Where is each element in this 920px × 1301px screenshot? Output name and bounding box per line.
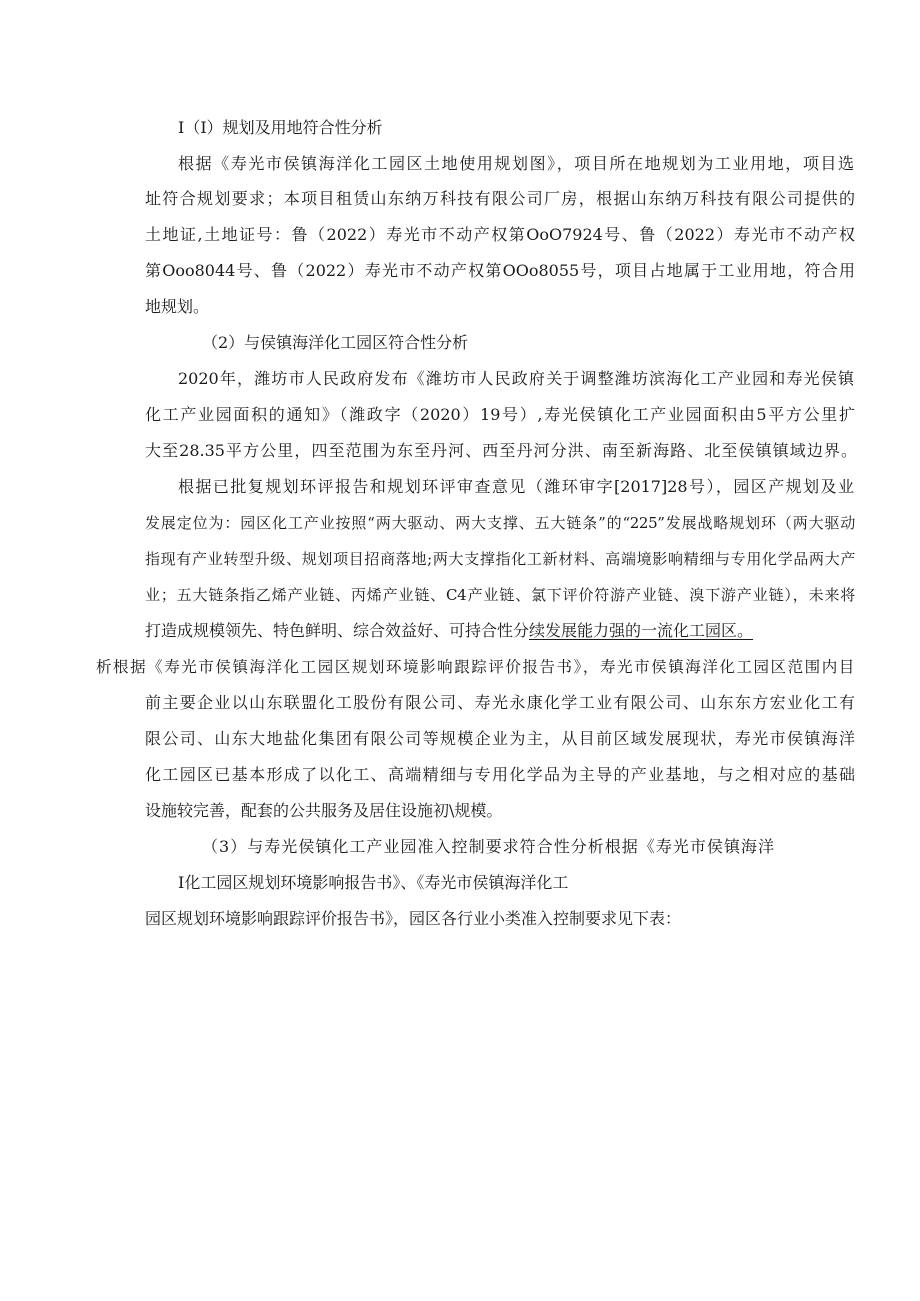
section1-line-2: 址符合规划要求；本项目租赁山东纳万科技有限公司厂房，根据山东纳万科技有限公司提供的 bbox=[145, 189, 855, 208]
section2-para1-line-3: 大至28.35平方公里，四至范围为东至丹河、西至丹河分洪、南至新海路、北至侯镇镇域边界。 bbox=[145, 441, 857, 460]
section2-para2-line-3: 指现有产业转型升级、规划项目招商落地;两大支撑指化工新材料、高端境影响精细与专用化学品两大产 bbox=[145, 550, 855, 568]
section2-para3-line-4: 化工园区已基本形成了以化工、高端精细与专用化学品为主导的产业基地，与之相对应的基础 bbox=[145, 765, 855, 784]
section1-heading: I（I）规划及用地符合性分析 bbox=[178, 118, 383, 137]
section1-line-3: 土地证,土地证号：鲁（2022）寿光市不动产权第OoO7924号、鲁（2022）寿光市不动产权 bbox=[145, 225, 855, 244]
section2-heading: （2）与侯镇海洋化工园区符合性分析 bbox=[202, 333, 469, 352]
para2-last-underlined: 续发展能力强的一流化工园区。 bbox=[529, 621, 754, 640]
section2-para2-line-4: 业；五大链条指乙烯产业链、丙烯产业链、C4产业链、氯下评价符游产业链、溴下游产业链），未来将 bbox=[145, 586, 855, 604]
section3-line-2: 园区规划环境影响跟踪评价报告书》，园区各行业小类准入控制要求见下表： bbox=[145, 909, 682, 928]
section2-para3-line-2: 前主要企业以山东联盟化工股份有限公司、寿光永康化学工业有限公司、山东东方宏业化工有 bbox=[145, 693, 855, 712]
section2-para2-line-2: 发展定位为：园区化工产业按照“两大驱动、两大支撑、五大链条”的“225”发展战略规划环（两大驱动 bbox=[145, 514, 855, 532]
section2-para1-line-2: 化工产业园面积的通知》（潍政字（2020）19号）,寿光侯镇化工产业园面积由5平方公里扩 bbox=[145, 405, 855, 424]
section2-para1-line-1: 2020年，潍坊市人民政府发布《潍坊市人民政府关于调整潍坊滨海化工产业园和寿光侯镇 bbox=[178, 369, 854, 388]
section1-line-5: 地规划。 bbox=[145, 297, 210, 316]
section2-para3-line-5: 设施较完善，配套的公共服务及居住设施初\规模。 bbox=[145, 801, 503, 820]
section1-line-1: 根据《寿光市侯镇海洋化工园区土地使用规划图》，项目所在地规划为工业用地，项目选 bbox=[178, 154, 854, 173]
section1-line-4: 第Ooo8044号、鲁（2022）寿光市不动产权第OOo8055号，项目占地属于工业用地，符合用 bbox=[145, 261, 855, 280]
section2-para3-line-1: 析根据《寿光市侯镇海洋化工园区规划环境影响跟踪评价报告书》，寿光市侯镇海洋化工园区范围内目 bbox=[96, 658, 854, 676]
section3-heading: （3）与寿光侯镇化工产业园准入控制要求符合性分析根据《寿光市侯镇海洋 bbox=[202, 837, 774, 856]
section2-para2-line-5 bbox=[145, 621, 753, 641]
section3-line-1: I化工园区规划环境影响报告书》、《寿光市侯镇海洋化工 bbox=[178, 873, 569, 892]
section2-para2-line-1: 根据已批复规划环评报告和规划环评审查意见（潍环审字[2017]28号），园区产规划及业 bbox=[178, 477, 854, 496]
section2-para3-line-3: 限公司、山东大地盐化集团有限公司等规模企业为主，从目前区域发展现状，寿光市侯镇海洋 bbox=[145, 729, 855, 748]
para2-last-plain: 打造成规模领先、特色鲜明、综合效益好、可持合性分 bbox=[145, 621, 530, 640]
